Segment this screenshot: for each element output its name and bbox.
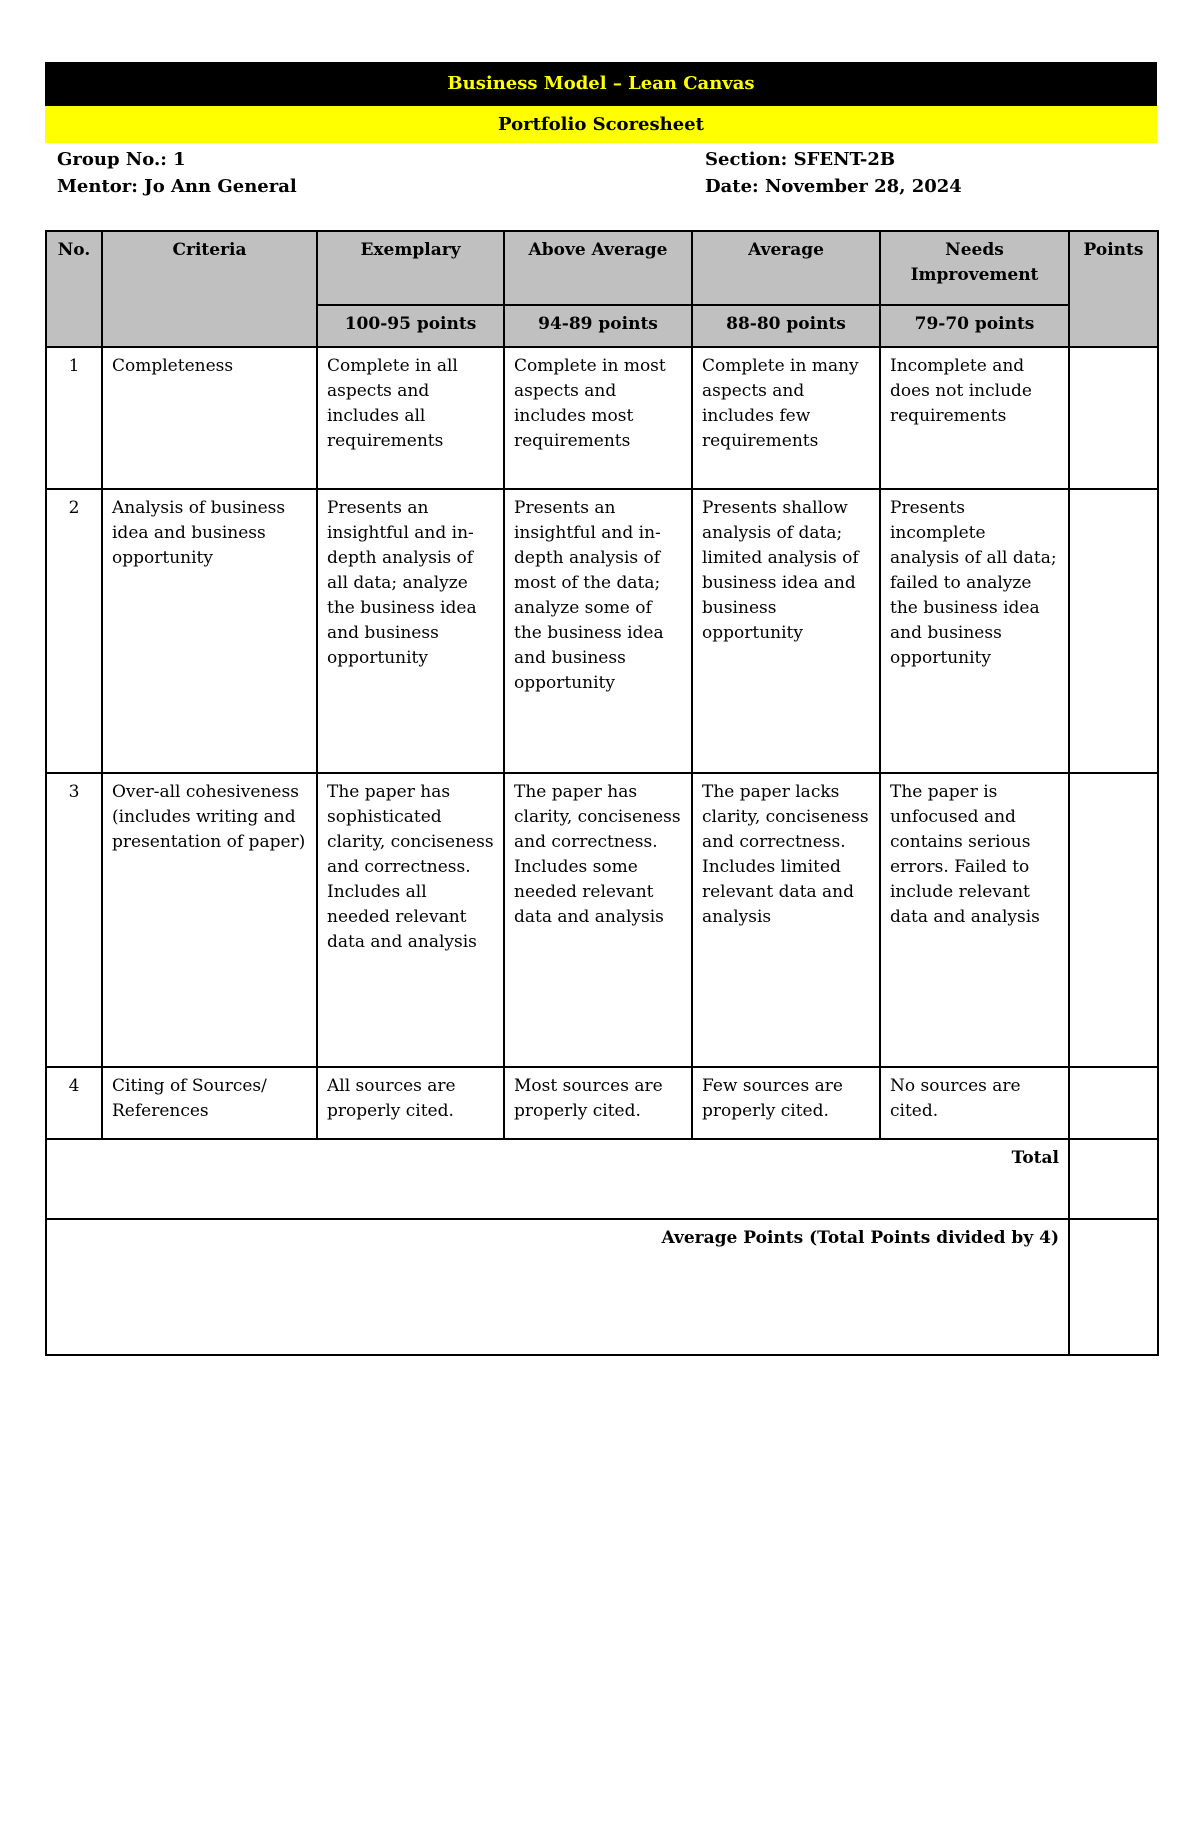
points-cell[interactable] (1069, 1067, 1158, 1139)
row-criteria: Over-all cohesiveness (includes writing and presentation of paper) (102, 773, 317, 1067)
row-criteria: Analysis of business idea and business opportunity (102, 489, 317, 773)
descriptor-needs-improvement: Incomplete and does not include requirements (880, 347, 1069, 489)
descriptor-needs-improvement: The paper is unfocused and contains serious errors. Failed to include relevant data and analysis (880, 773, 1069, 1067)
points-cell[interactable] (1069, 489, 1158, 773)
scoresheet (45, 62, 1157, 1356)
header-level-exemplary: Exemplary (317, 231, 504, 305)
row-number: 1 (46, 347, 102, 489)
date-value: Date: November 28, 2024 (705, 176, 962, 197)
descriptor-exemplary: All sources are properly cited. (317, 1067, 504, 1139)
table-row (46, 773, 1158, 1067)
header-level-needs-improvement: Needs Improvement (880, 231, 1069, 305)
descriptor-above-average: Most sources are properly cited. (504, 1067, 692, 1139)
descriptor-average: Presents shallow analysis of data; limited analysis of business idea and business opportunity (692, 489, 880, 773)
descriptor-above-average: The paper has clarity, conciseness and correctness. Includes some needed relevant data and analysis (504, 773, 692, 1067)
points-range-average: 88-80 points (692, 305, 880, 347)
points-range-needs-improvement: 79-70 points (880, 305, 1069, 347)
descriptor-needs-improvement: Presents incomplete analysis of all data; failed to analyze the business idea and business opportunity (880, 489, 1069, 773)
info-block (45, 143, 1157, 230)
row-number: 2 (46, 489, 102, 773)
row-number: 3 (46, 773, 102, 1067)
table-row (46, 1067, 1158, 1139)
mentor-name: Mentor: Jo Ann General (57, 176, 297, 197)
header-level-above-average: Above Average (504, 231, 692, 305)
descriptor-average: The paper lacks clarity, conciseness and correctness. Includes limited relevant data and analysis (692, 773, 880, 1067)
row-number: 4 (46, 1067, 102, 1139)
row-criteria: Citing of Sources/ References (102, 1067, 317, 1139)
header-points: Points (1069, 231, 1158, 347)
descriptor-needs-improvement: No sources are cited. (880, 1067, 1069, 1139)
descriptor-exemplary: The paper has sophisticated clarity, conciseness and correctness. Includes all needed relevant data and analysis (317, 773, 504, 1067)
group-number: Group No.: 1 (57, 149, 186, 170)
average-row (46, 1219, 1158, 1355)
descriptor-above-average: Presents an insightful and in-depth analysis of most of the data; analyze some of the business idea and business opportunity (504, 489, 692, 773)
total-row (46, 1139, 1158, 1219)
points-cell[interactable] (1069, 347, 1158, 489)
header-level-average: Average (692, 231, 880, 305)
document-subtitle: Portfolio Scoresheet (45, 106, 1157, 143)
points-range-above-average: 94-89 points (504, 305, 692, 347)
descriptor-exemplary: Complete in all aspects and includes all requirements (317, 347, 504, 489)
section-code: Section: SFENT-2B (705, 149, 896, 170)
descriptor-above-average: Complete in most aspects and includes most requirements (504, 347, 692, 489)
table-row (46, 489, 1158, 773)
document-title: Business Model – Lean Canvas (45, 62, 1157, 106)
average-label: Average Points (Total Points divided by 4) (46, 1219, 1069, 1355)
descriptor-average: Few sources are properly cited. (692, 1067, 880, 1139)
header-criteria: Criteria (102, 231, 317, 347)
points-range-exemplary: 100-95 points (317, 305, 504, 347)
total-label: Total (46, 1139, 1069, 1219)
row-criteria: Completeness (102, 347, 317, 489)
table-row (46, 347, 1158, 489)
header-no: No. (46, 231, 102, 347)
descriptor-average: Complete in many aspects and includes few requirements (692, 347, 880, 489)
points-cell[interactable] (1069, 773, 1158, 1067)
total-points-cell[interactable] (1069, 1139, 1158, 1219)
rubric-table (45, 230, 1159, 1356)
descriptor-exemplary: Presents an insightful and in-depth analysis of all data; analyze the business idea and business opportunity (317, 489, 504, 773)
average-points-cell[interactable] (1069, 1219, 1158, 1355)
